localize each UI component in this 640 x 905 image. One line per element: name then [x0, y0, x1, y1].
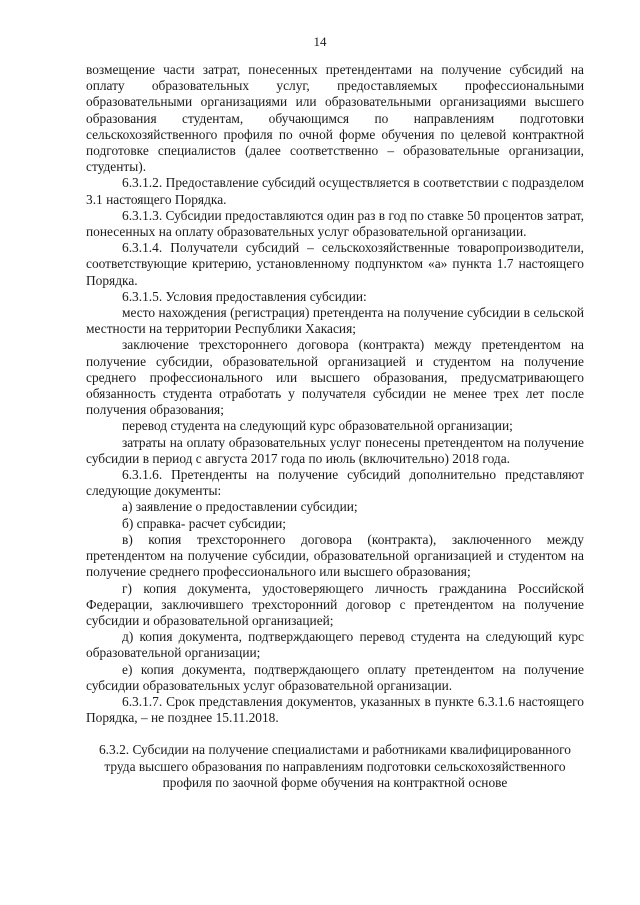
paragraph: 6.3.1.2. Предоставление субсидий осуществляется в соответствии с подразделом 3.1 настоящего Порядка.: [86, 175, 584, 207]
page-number: 14: [313, 34, 327, 49]
paragraph: возмещение части затрат, понесенных претендентами на получение субсидий на оплату образовательных услуг, предоставляемых профессиональными образовательными организациями или образовательными организациями высшего образования студентам, обучающимся по направлениям подготовки сельскохозяйственного профиля по очной форме обучения по целевой контрактной подготовке специалистов (далее соответственно – образовательные организации, студенты).: [86, 62, 584, 175]
paragraph: д) копия документа, подтверждающего перевод студента на следующий курс образовательной организации;: [86, 629, 584, 661]
document-body: [86, 62, 584, 791]
paragraph: затраты на оплату образовательных услуг понесены претендентом на получение субсидии в период с августа 2017 года по июль (включительно) 2018 года.: [86, 434, 584, 466]
paragraph: 6.3.1.4. Получатели субсидий – сельскохозяйственные товаропроизводители, соответствующие критерию, установленному подпунктом «а» пункта 1.7 настоящего Порядка.: [86, 240, 584, 288]
paragraph: заключение трехстороннего договора (контракта) между претендентом на получение субсидии, образовательной организацией и студентом на получение среднего профессионального или высшего образования, предусматривающего обязанность студента отработать у получателя субсидии не менее трех лет после получения образования;: [86, 337, 584, 418]
paragraph: г) копия документа, удостоверяющего личность гражданина Российской Федерации, заключившего трехсторонний договор с претендентом на получение субсидии и образовательной организацией;: [86, 580, 584, 628]
paragraph: б) справка- расчет субсидии;: [122, 515, 287, 531]
paragraph: 6.3.1.5. Условия предоставления субсидии:: [122, 288, 367, 304]
paragraph: место нахождения (регистрация) претендента на получение субсидии в сельской местности на территории Республики Хакасия;: [86, 305, 584, 337]
paragraph: а) заявление о предоставлении субсидии;: [122, 499, 358, 515]
section-heading: 6.3.2. Субсидии на получение специалистами и работниками квалифицированного труда высшего образования по направлениям подготовки сельскохозяйственного профиля по заочной форме обучения на контрактной основе: [98, 742, 571, 790]
paragraph: 6.3.1.7. Срок представления документов, указанных в пункте 6.3.1.6 настоящего Порядка, – не позднее 15.11.2018.: [86, 693, 584, 726]
paragraph: е) копия документа, подтверждающего оплату претендентом на получение субсидии образовательных услуг образовательной организации.: [86, 661, 584, 693]
paragraph: в) копия трехстороннего договора (контракта), заключенного между претендентом на получение субсидии, образовательной организацией и студентом на получение среднего профессионального или высшего образования;: [86, 531, 584, 580]
paragraph: 6.3.1.6. Претенденты на получение субсидий дополнительно представляют следующие документы:: [86, 467, 584, 499]
paragraph: перевод студента на следующий курс образовательной организации;: [122, 418, 513, 434]
paragraph: 6.3.1.3. Субсидии предоставляются один раз в год по ставке 50 процентов затрат, понесенных на оплату образовательных услуг образовательной организации.: [86, 207, 584, 240]
